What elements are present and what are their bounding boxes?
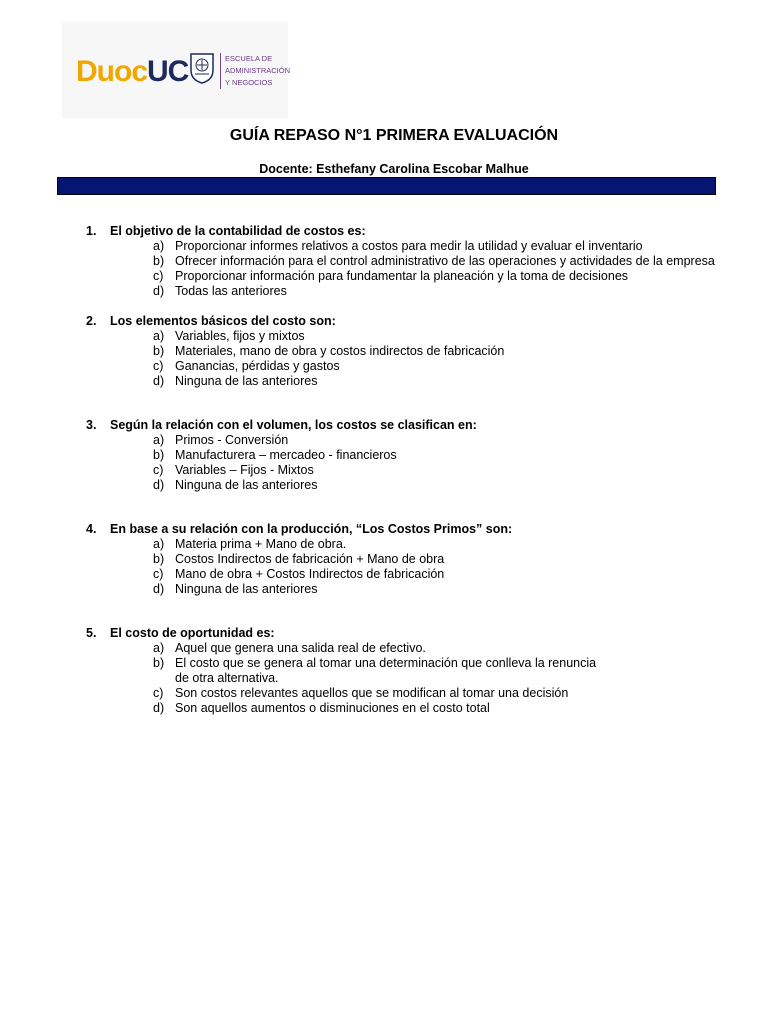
option-item: d) Todas las anteriores [153, 284, 287, 298]
option-item: b) Manufacturera – mercadeo - financieros [153, 448, 397, 462]
question-5 [86, 626, 596, 716]
question-heading: 3. Según la relación con el volumen, los costos se clasifican en: [86, 418, 477, 432]
option-item: b) Materiales, mano de obra y costos indirectos de fabricación [153, 344, 505, 358]
option-item: b) Ofrecer información para el control administrativo de las operaciones y actividades de la empresa [153, 254, 715, 268]
question-3 [86, 418, 477, 493]
page-title: GUÍA REPASO N°1 PRIMERA EVALUACIÓN [229, 127, 559, 144]
option-item: c) Mano de obra + Costos Indirectos de fabricación [153, 567, 445, 581]
teacher-line: Docente: Esthefany Carolina Escobar Malhue [259, 162, 529, 176]
options-list [86, 239, 715, 299]
school-name: ESCUELA DE ADMINISTRACIÓN Y NEGOCIOS [225, 54, 291, 87]
option-item: a) Primos - Conversión [153, 433, 289, 447]
option-item: d) Ninguna de las anteriores [153, 582, 318, 596]
option-item: c) Proporcionar información para fundamentar la planeación y la toma de decisiones [153, 269, 629, 283]
logo-divider [220, 53, 221, 89]
question-heading: 1. El objetivo de la contabilidad de costos es: [86, 224, 366, 238]
question-1 [86, 224, 715, 299]
option-item: c) Variables – Fijos - Mixtos [153, 463, 314, 477]
option-item: c) Ganancias, pérdidas y gastos [153, 359, 340, 373]
question-2 [86, 314, 504, 389]
option-item: a) Materia prima + Mano de obra. [153, 537, 347, 551]
institution-logo [62, 22, 291, 118]
header-band [57, 177, 716, 195]
question-heading: 4. En base a su relación con la producción, “Los Costos Primos” son: [86, 522, 513, 536]
question-heading: 2. Los elementos básicos del costo son: [86, 314, 336, 328]
options-list [86, 329, 504, 389]
option-item: b) El costo que se genera al tomar una determinación que conlleva la renuncia de otra alternativa. [153, 656, 597, 685]
option-item: d) Ninguna de las anteriores [153, 478, 318, 492]
option-item: d) Ninguna de las anteriores [153, 374, 318, 388]
option-item: a) Aquel que genera una salida real de efectivo. [153, 641, 426, 655]
option-item: b) Costos Indirectos de fabricación + Mano de obra [153, 552, 445, 566]
question-heading: 5. El costo de oportunidad es: [86, 626, 275, 640]
option-item: a) Proporcionar informes relativos a costos para medir la utilidad y evaluar el inventario [153, 239, 643, 253]
crest-icon [189, 52, 215, 84]
question-4 [86, 522, 512, 597]
option-item: c) Son costos relevantes aquellos que se modifican al tomar una decisión [153, 686, 569, 700]
logo-wordmark: DuocUC [76, 55, 189, 88]
options-list [86, 641, 596, 716]
options-list [86, 537, 512, 597]
options-list [86, 433, 477, 493]
option-item: a) Variables, fijos y mixtos [153, 329, 305, 343]
option-item: d) Son aquellos aumentos o disminuciones en el costo total [153, 701, 490, 715]
